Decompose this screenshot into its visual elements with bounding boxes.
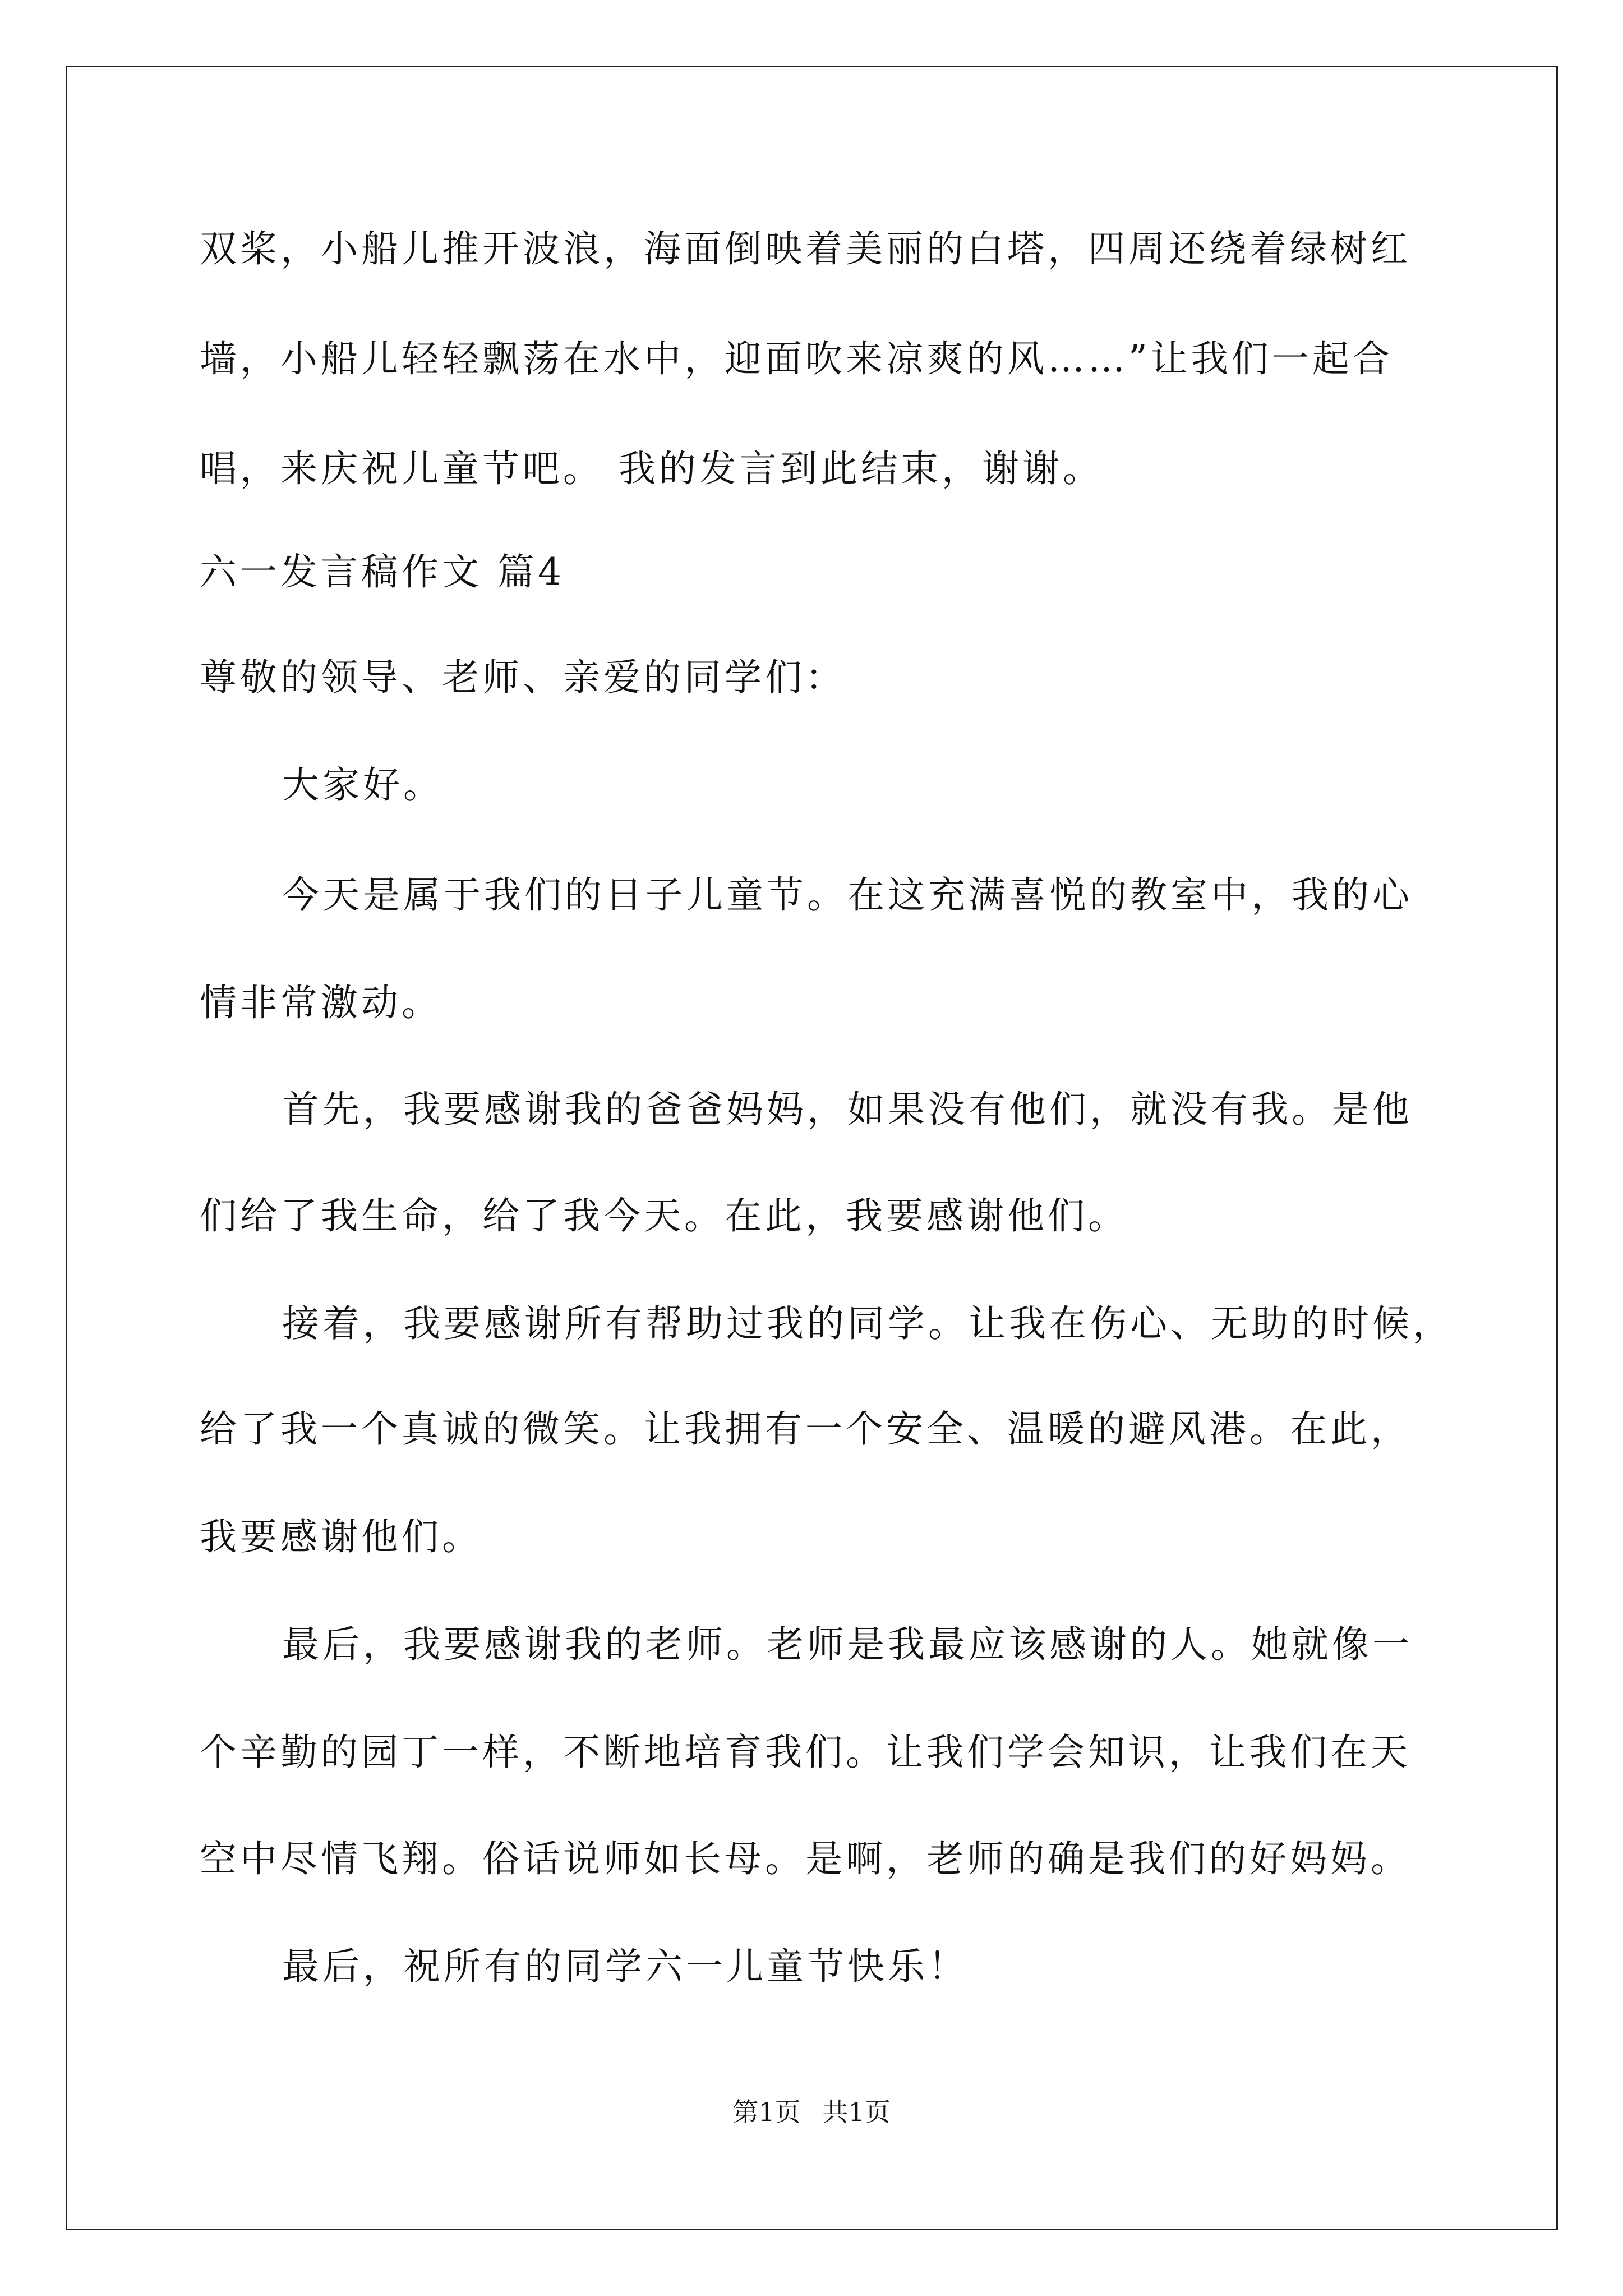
text-line: 今天是属于我们的日子儿童节。在这充满喜悦的教室中，我的心 [282,873,1413,917]
page-footer [0,2095,1623,2129]
page-border [66,66,1558,2230]
text-line: 个辛勤的园丁一样，不断地培育我们。让我们学会知识，让我们在天 [200,1731,1411,1774]
page-total: 共1页 [822,2097,891,2127]
text-line: 们给了我生命，给了我今天。在此，我要感谢他们。 [200,1194,1128,1237]
text-line: 墙，小船儿轻轻飘荡在水中，迎面吹来凉爽的风……”让我们一起合 [200,337,1393,380]
text-line: 最后，祝所有的同学六一儿童节快乐！ [282,1945,969,1988]
page-number: 第1页 [732,2097,801,2127]
text-line: 双桨，小船儿推开波浪，海面倒映着美丽的白塔，四周还绕着绿树红 [200,227,1411,270]
text-line: 我要感谢他们。 [200,1515,482,1558]
text-line: 接着，我要感谢所有帮助过我的同学。让我在伤心、无助的时候， [282,1302,1453,1345]
text-line: 最后，我要感谢我的老师。老师是我最应该感谢的人。她就像一 [282,1623,1413,1666]
text-line: 空中尽情飞翔。俗话说师如长母。是啊，老师的确是我们的好妈妈。 [200,1837,1411,1880]
text-line: 唱，来庆祝儿童节吧。 我的发言到此结束，谢谢。 [200,447,1103,490]
section-heading: 六一发言稿作文 篇4 [200,550,565,593]
text-line: 首先，我要感谢我的爸爸妈妈，如果没有他们，就没有我。是他 [282,1088,1413,1131]
salutation: 尊敬的领导、老师、亲爱的同学们： [200,656,846,699]
text-line: 情非常激动。 [200,981,442,1024]
text-line: 大家好。 [282,763,444,807]
text-line: 给了我一个真诚的微笑。让我拥有一个安全、温暖的避风港。在此， [200,1407,1411,1451]
